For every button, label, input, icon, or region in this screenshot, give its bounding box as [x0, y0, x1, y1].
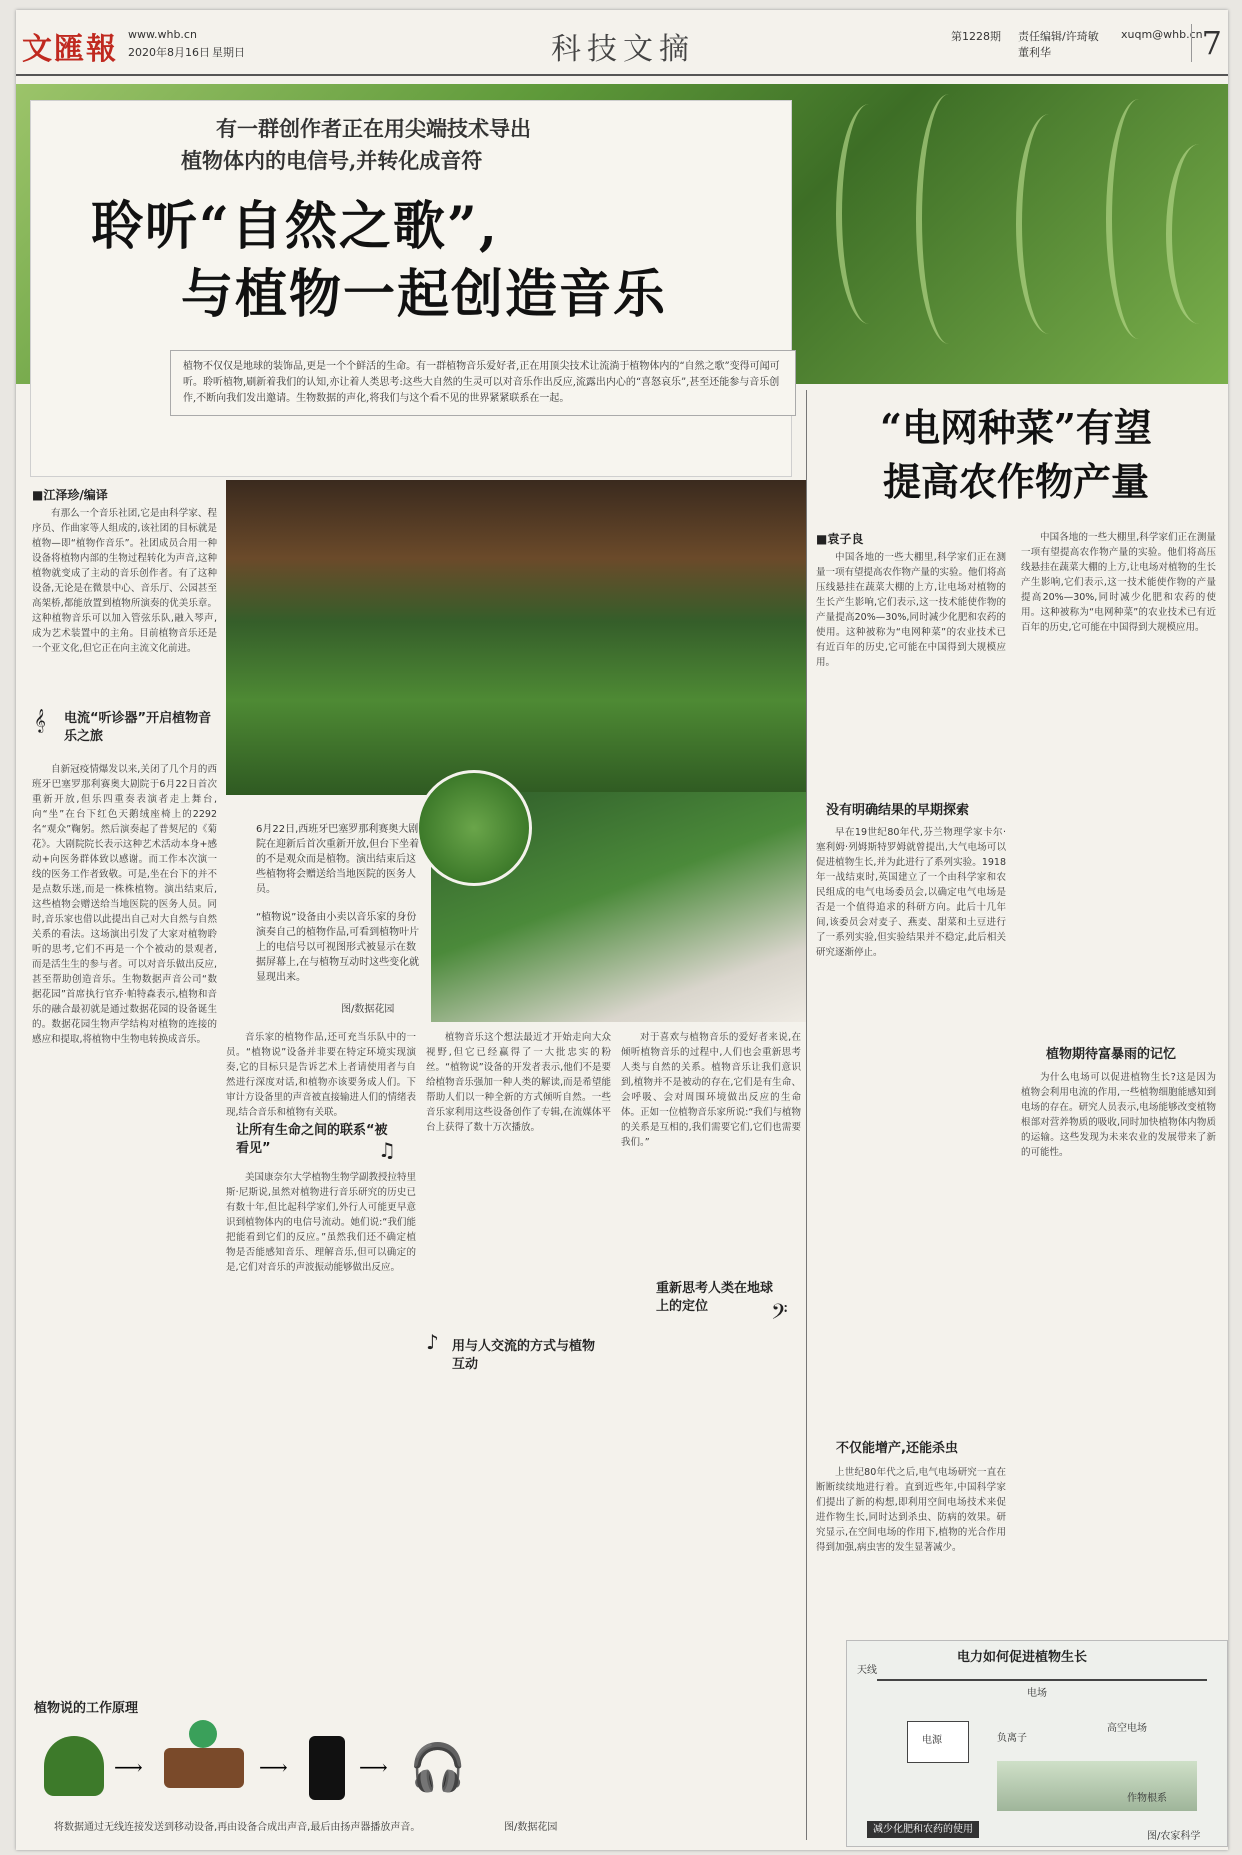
sensor-box-icon	[164, 1748, 244, 1788]
main-byline: ■江泽珍/编译	[32, 488, 108, 502]
music-notes-icon: ♫	[378, 1138, 396, 1162]
main-column-3a: 植物音乐这个想法最近才开始走向大众视野,但它已经赢得了一大批忠实的粉丝。“植物说”设备的开发者表示,他们不是要给植物音乐强加一种人类的解读,而是希望能帮助人们以一种全新的方式倾听自然。一些音乐家利用这些设备创作了专辑,在流媒体平台上获得了数十万次播放。	[426, 1032, 611, 1133]
side-column-1: 早在19世纪80年代,芬兰物理学家卡尔·塞利姆·列姆斯特罗姆就曾提出,大气电场可以促进植物生长,并为此进行了系列实验。1918年一战结束时,英国建立了一个由科学家和农民组成的电气电场委员会,以确定电气电场是否是一个值得追求的科研方向。此后十几年间,该委员会对麦子、燕麦、甜菜和土豆进行了一系列实验,但实验结果并不稳定,此后相关研究逐渐停止。	[816, 827, 1006, 958]
designer-credit: 董利华	[1018, 46, 1051, 59]
section-head-2: 让所有生命之间的联系“被看见”	[236, 1123, 388, 1156]
issue-weekday: 星期日	[212, 46, 245, 59]
main-headline-box	[30, 100, 792, 477]
side-headline-line-2: 提高农作物产量	[882, 459, 1149, 504]
diagram-label-high-field: 高空电场	[1107, 1723, 1147, 1734]
headphones-icon: 🎧	[409, 1740, 467, 1794]
main-intro-text: 有那么一个音乐社团,它是由科学家、程序员、作曲家等人组成的,该社团的目标就是植物—即“植物作音乐”。社团成员合用一种设备将植物内部的生物过程转化为声音,这种植物就变成了主动的音乐创作者。有了这种设备,无论是在微景中心、音乐厅、公园甚至高架桥,都能放置到植物所演奏的优美乐章。这种植物音乐可以加入管弦乐队,融入琴声,成为艺术装置中的主角。目前植物音乐还是一个亚文化,但它正在向主流文化前进。	[32, 508, 217, 654]
lead-paragraph: 植物不仅仅是地球的装饰品,更是一个个鲜活的生命。有一群植物音乐爱好者,正在用顶尖技术让流淌于植物体内的“自然之歌”变得可闻可听。聆听植物,刷新着我们的认知,亦让着人类思考:这些大自然的生灵可以对音乐作出反应,流露出内心的“喜怒哀乐”,甚至还能参与音乐创作,不断向我们发出邀请。生物数据的声化,将我们与这个看不见的世界紧紧联系在一起。	[170, 350, 796, 416]
newspaper-page	[16, 10, 1228, 1850]
side-column-2: 上世纪80年代之后,电气电场研究一直在断断续续地进行着。直到近些年,中国科学家们提出了新的构想,即利用空间电场技术来促进作物生长,同时达到杀虫、防病的效果。研究显示,在空间电场的作用下,植物的光合作用得到加强,病虫害的发生显著减少。	[816, 1467, 1006, 1553]
editor-credit: 责任编辑/许琦敏	[1018, 30, 1099, 43]
arrow-icon: ⟶	[114, 1755, 143, 1779]
main-column-4a: 对于喜欢与植物音乐的爱好者来说,在倾听植物音乐的过程中,人们也会重新思考人类与自然的关系。植物音乐让我们意识到,植物并不是被动的存在,它们是有生命、会呼吸、会对周围环境做出反应的生命体。正如一位植物音乐家所说:“我们与植物的关系是互相的,我们需要它们,它们也需要我们。”	[621, 1032, 801, 1148]
plant-icon	[44, 1736, 104, 1796]
flow-credit: 图/数据花园	[504, 1822, 558, 1833]
side-column-3b: 为什么电场可以促进植物生长?这是因为植物会利用电流的作用,一些植物细胞能感知到电场的存在。研究人员表示,电场能够改变植物根部对营养物质的吸收,同时加快植物体内物质的运输。这些发现为未来农业的发展带来了新的可能性。	[1021, 1072, 1216, 1158]
bluetooth-icon	[189, 1720, 217, 1748]
side-headline-line-1: “电网种菜”有望	[880, 405, 1152, 450]
diagram-label-antenna: 天线	[857, 1665, 877, 1676]
crop-plants-drawing	[997, 1761, 1197, 1811]
newspaper-logo: 文匯報	[22, 32, 118, 67]
issue-number: 第1228期	[951, 30, 1001, 43]
arrow-icon: ⟶	[259, 1755, 288, 1779]
phone-icon	[309, 1736, 345, 1800]
diagram-label-roots: 作物根系	[1127, 1793, 1167, 1804]
bass-clef-icon: 𝄢	[771, 1300, 788, 1330]
diagram-label-source: 电源	[922, 1735, 942, 1746]
editor-email[interactable]: xuqm@whb.cn	[1121, 28, 1203, 41]
subtitle-line-2: 植物体内的电信号,并转化成音符	[181, 148, 483, 173]
section-head-4: 重新思考人类在地球上的定位	[656, 1281, 774, 1314]
main-column-2b: 美国康奈尔大学植物生物学副教授拉特里斯·尼斯说,虽然对植物进行音乐研究的历史已有数十年,但比起科学家们,外行人可能更早意识到植物体内的电信号流动。她们说:“我们能把能看到它们的反应。”虽然我们还不确定植物是否能感知音乐、理解音乐,但可以确定的是,它们对音乐的声波振动能够做出反应。	[226, 1172, 417, 1273]
main-column-2a: 音乐家的植物作品,还可充当乐队中的一员。“植物说”设备并非要在特定环境实现演奏,它的目标只是告诉艺术上者请使用者与自然进行深度对话,和植物亦该要务成人们。下审计方设备里的声音被直接输进人们的情绪表现,结合音乐和植物有关联。	[226, 1032, 417, 1118]
side-byline: ■袁子良	[816, 532, 864, 546]
headline-line-1: 聆听“自然之歌”,	[91, 196, 499, 257]
photo-credit: 图/数据花园	[341, 1004, 395, 1015]
arrow-icon: ⟶	[359, 1755, 388, 1779]
main-column-1: 自新冠疫情爆发以来,关闭了几个月的西班牙巴塞罗那利赛奥大剧院于6月22日首次重新开放,但乐四重奏表演者走上舞台,向“坐”在台下红色天鹅绒座椅上的2292名“观众”鞠躬。然后演奏起了普契尼的《菊花》。大剧院院长表示这种艺术活动本身+感动+向医务群体致以感谢。而工作本次演一线的医务工作者致敬。可是,坐在台下的并不是点数乐迷,而是一株株植物。演出结束后,这些植物会赠送给当地医院的医务人员。同时,音乐家也借以此提出自己对大自然与自然关系的看法。这场演出引发了大家对植物聆听的思考,它们不再是一个个被动的景观者,而是活生生的参与者。可以对音乐做出反应,甚至帮助创造音乐。生物数据声音公司“数据花园”首席执行官乔·帕特森表示,植物和音乐的融合最初就是通过数据花园的设备诞生的。数据花园生物声学结构对植物的连接的感应和提取,将植物中生物电转换成音乐。	[32, 764, 217, 1045]
diagram-title: 电力如何促进植物生长	[957, 1650, 1088, 1665]
side-intro-text: 中国各地的一些大棚里,科学家们正在测量一项有望提高农作物产量的实验。他们将高压线悬挂在蔬菜大棚的上方,让电场对植物的生长产生影响,它们表示,这一技术能使作物的产量提高20%—30%,同时减少化肥和农药的使用。这种被称为“电网种菜”的农业技术已有近百年的历史,它可能在中国得到大规模应用。	[816, 552, 1007, 668]
issue-date: 2020年8月16日	[128, 46, 210, 59]
masthead	[16, 10, 1228, 76]
photo-caption-1: 6月22日,西班牙巴塞罗那利赛奥大剧院在迎新后首次重新开放,但台下坐着的不是观众而是植物。演出结束后这些植物将会赠送给当地医院的医务人员。	[256, 824, 420, 895]
flow-title: 植物说的工作原理	[34, 1701, 139, 1716]
subtitle-line-1: 有一群创作者正在用尖端技术导出	[216, 116, 531, 141]
section-head-1: 电流“听诊器”开启植物音乐之旅	[64, 711, 212, 744]
power-line	[877, 1679, 1207, 1681]
side-section-head-3: 植物期待富暴雨的记忆	[1046, 1047, 1177, 1062]
side-column-3a: 中国各地的一些大棚里,科学家们正在测量一项有望提高农作物产量的实验。他们将高压线悬挂在蔬菜大棚的上方,让电场对植物的生长产生影响,它们表示,这一技术能使作物的产量提高20%—30%,同时减少化肥和农药的使用。这种被称为“电网种菜”的农业技术已有近百年的历史,它可能在中国得到大规模应用。	[1021, 532, 1216, 633]
electric-field-diagram	[846, 1640, 1228, 1847]
eighth-note-icon: ♪	[426, 1330, 439, 1354]
column-divider	[806, 390, 807, 1840]
side-section-head-2: 不仅能增产,还能杀虫	[836, 1441, 958, 1456]
plant-device-flow-diagram	[34, 1700, 574, 1840]
site-url[interactable]: www.whb.cn	[128, 28, 197, 41]
side-section-head-1: 没有明确结果的早期探索	[826, 803, 970, 818]
headline-line-2: 与植物一起创造音乐	[181, 264, 668, 325]
diagram-label-field: 电场	[1027, 1688, 1047, 1699]
opera-house-plants-photo	[226, 480, 806, 795]
photo-caption-2: “植物说”设备由小卖以音乐家的身份演奏自己的植物作品,可看到植物叶片上的电信号以可视图形式被显示在数据屏幕上,在与植物互动时这些变化就显现出来。	[256, 912, 420, 983]
music-note-icon: 𝄞	[34, 708, 46, 732]
diagram-footer: 减少化肥和农药的使用	[867, 1821, 979, 1838]
section-title: 科技文摘	[551, 32, 695, 67]
diagram-label-ion: 负离子	[997, 1733, 1027, 1744]
section-head-3: 用与人交流的方式与植物互动	[452, 1339, 596, 1372]
diagram-credit: 图/农家科学	[1147, 1831, 1201, 1842]
page-number: 7	[1191, 24, 1222, 62]
flow-caption: 将数据通过无线连接发送到移动设备,再由设备合成出声音,最后由扬声器播放声音。	[54, 1822, 421, 1833]
leaf-sensor-closeup-photo	[416, 770, 532, 886]
